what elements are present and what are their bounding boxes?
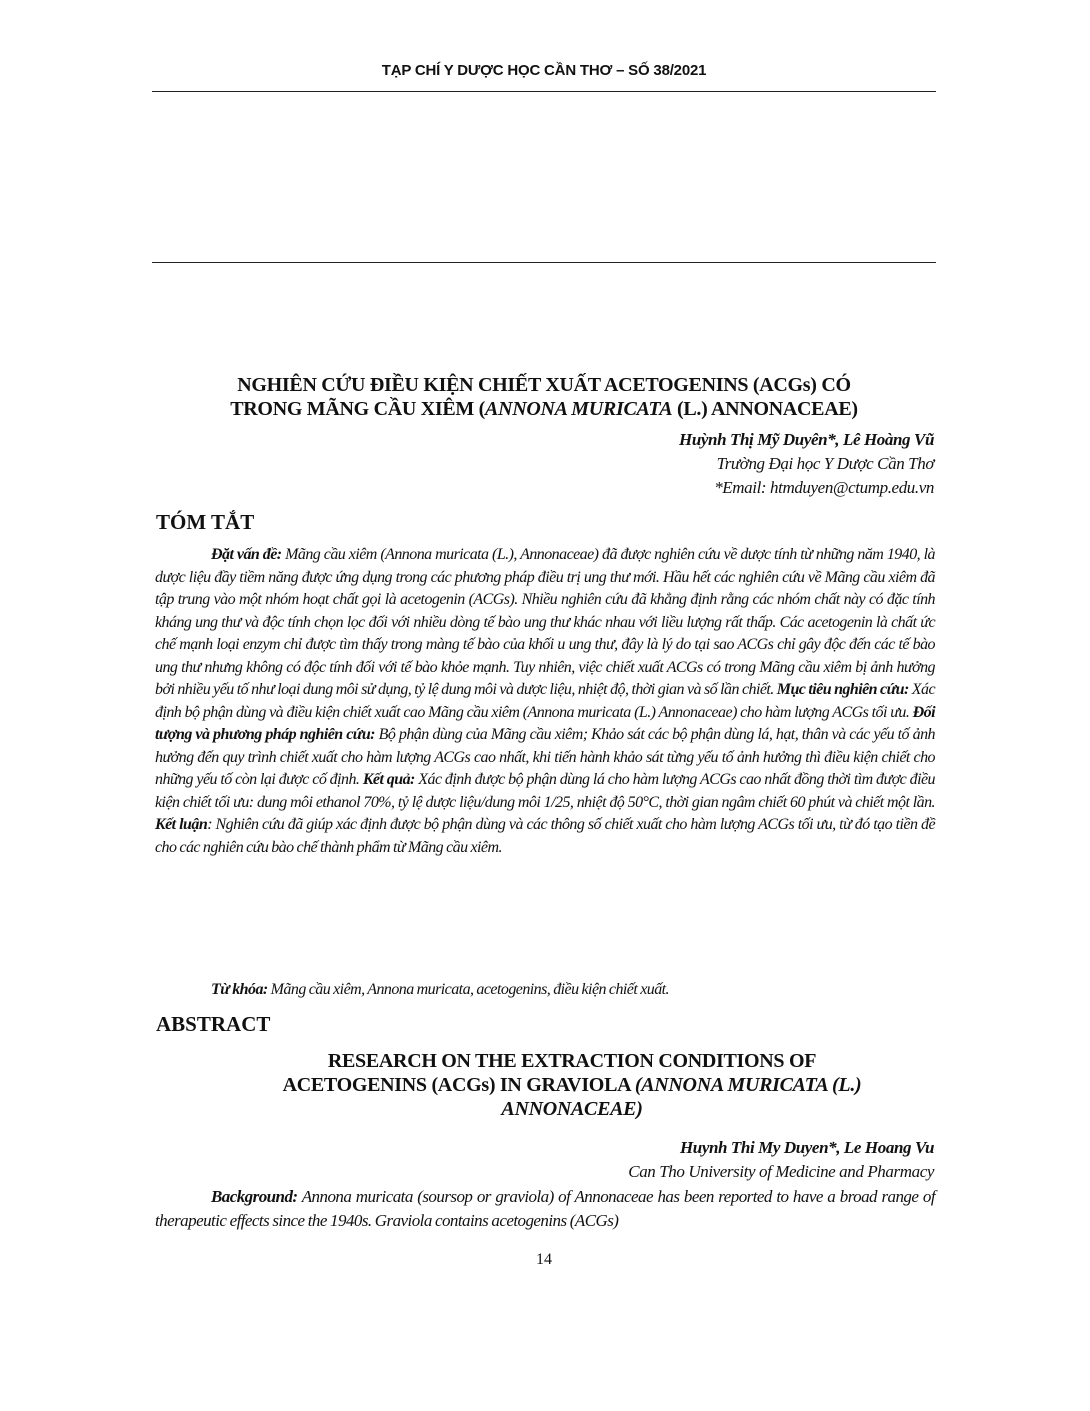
en-title-family: ANNONACEAE) [501,1098,643,1120]
vi-email: *Email: htmduyen@ctump.edu.vn [714,478,934,497]
text: Mãng cầu xiêm (Annona muricata (L.), Annonaceae) đã được nghiên cứu về dược tính từ những năm 1940, là dược liệu đầy tiềm năng được ứng dụng trong các phương pháp điều trị ung thư mới. Hầu hết các nghiên cứu về Mãng cầu xiêm đã tập trung vào một nhóm hoạt chất gọi là acetogenin (ACGs). Nhiều nghiên cứu đã khẳng định rằng các nhóm chất này có đặc tính kháng ung thư và độc tính chọn lọc đối với nhiều dòng tế bào ung thư khác nhau với liều lượng rất thấp. Các acetogenin là chất ức chế mạnh loại enzym chỉ được tìm thấy trong màng tế bào của khối u ung thư, đây là lý do tại sao ACGs chỉ gây độc đến các tế bào ung thư nhưng không có độc tính đối với tế bào khỏe mạnh. Tuy nhiên, việc chiết xuất ACGs có trong Mãng cầu xiêm bị ảnh hưởng bởi nhiều yếu tố như loại dung môi sử dụng, tỷ lệ dung môi và dược liệu, nhiệt độ, thời gian và số lần chiết. [155,546,935,698]
text: Annona muricata (soursop or graviola) of Annonaceae has been reported to have a broad range of therapeutic effects since the 1940s. Graviola contains acetogenins (ACGs) [155,1187,935,1230]
en-title-line3 [180,1097,964,1121]
header-rule [152,91,936,92]
vi-title-line1: NGHIÊN CỨU ĐIỀU KIỆN CHIẾT XUẤT ACETOGENINS (ACGs) CÓ [237,374,851,396]
vi-title [152,373,936,421]
vi-title-text: TRONG MÃNG CẦU XIÊM ( [230,398,486,420]
section-heading-abstract: ABSTRACT [156,1012,271,1036]
en-background [155,1185,935,1233]
vi-abstract [155,544,935,859]
label: Kết luận [155,816,208,833]
page-number: 14 [536,1251,552,1268]
text: Xác định được bộ phận dùng lá cho hàm lượng ACGs cao nhất đồng thời tìm được điều kiện chiết tối ưu: dung môi ethanol 70%, tỷ lệ dược liệu/dung môi 1/25, nhiệt độ 50°C, thời gian ngâm chiết 60 phút và chiết một lần. [155,771,935,811]
keywords-text: Mãng cầu xiêm, Annona muricata, acetogenins, điều kiện chiết xuất. [267,981,669,998]
en-affiliation: Can Tho University of Medicine and Pharmacy [628,1162,934,1181]
section-heading-tom-tat: TÓM TẮT [156,510,255,534]
en-title [180,1049,964,1121]
label: Đặt vấn đề: [211,546,282,563]
vi-keywords [155,979,935,1002]
en-title-line2 [180,1073,964,1097]
vi-title-species: ANNONA MURICATA [485,398,673,420]
en-title-line1: RESEARCH ON THE EXTRACTION CONDITIONS OF [327,1050,817,1072]
text: Bộ phận dùng của Mãng cầu xiêm; Khảo sát các bộ phận dùng lá, hạt, thân và các yếu tố ảnh hưởng đến quy trình chiết xuất cho hàm lượng ACGs cao nhất, khi tiến hành khảo sát từng yếu tố ảnh hưởng thì điều kiện chiết cho những yếu tố còn lại được cố định. [155,726,935,788]
en-title-species: (ANNONA MURICATA (L.) [634,1074,862,1096]
keywords-label: Từ khóa: [211,981,268,998]
journal-header: TẠP CHÍ Y DƯỢC HỌC CẦN THƠ – SỐ 38/2021 [381,62,707,79]
en-authors: Huynh Thi My Duyen*, Le Hoang Vu [679,1138,934,1157]
vi-title-text: (L.) ANNONACEAE) [672,398,858,420]
vi-title-line2 [152,397,936,421]
text: : Nghiên cứu đã giúp xác định được bộ phận dùng và các thông số chiết xuất cho hàm lượng ACGs tối ưu, từ đó tạo tiền đề cho các nghiên cứu bào chế thành phẩm từ Mãng cầu xiêm. [155,816,936,856]
label: Kết quả: [362,771,415,788]
label: Background: [211,1187,298,1206]
vi-affiliation: Trường Đại học Y Dược Cần Thơ [716,454,934,473]
divider-rule [152,262,936,263]
en-title-text: ACETOGENINS (ACGs) IN GRAVIOLA [282,1074,635,1096]
text: Xác định bộ phận dùng và điều kiện chiết xuất cao Mãng cầu xiêm (Annona muricata (L.) Annonaceae) cho hàm lượng ACGs tối ưu. [155,681,935,721]
vi-authors: Huỳnh Thị Mỹ Duyên*, Lê Hoàng Vũ [679,430,934,449]
label: Đối tượng và phương pháp nghiên cứu: [155,703,935,743]
label: Mục tiêu nghiên cứu: [776,681,909,698]
